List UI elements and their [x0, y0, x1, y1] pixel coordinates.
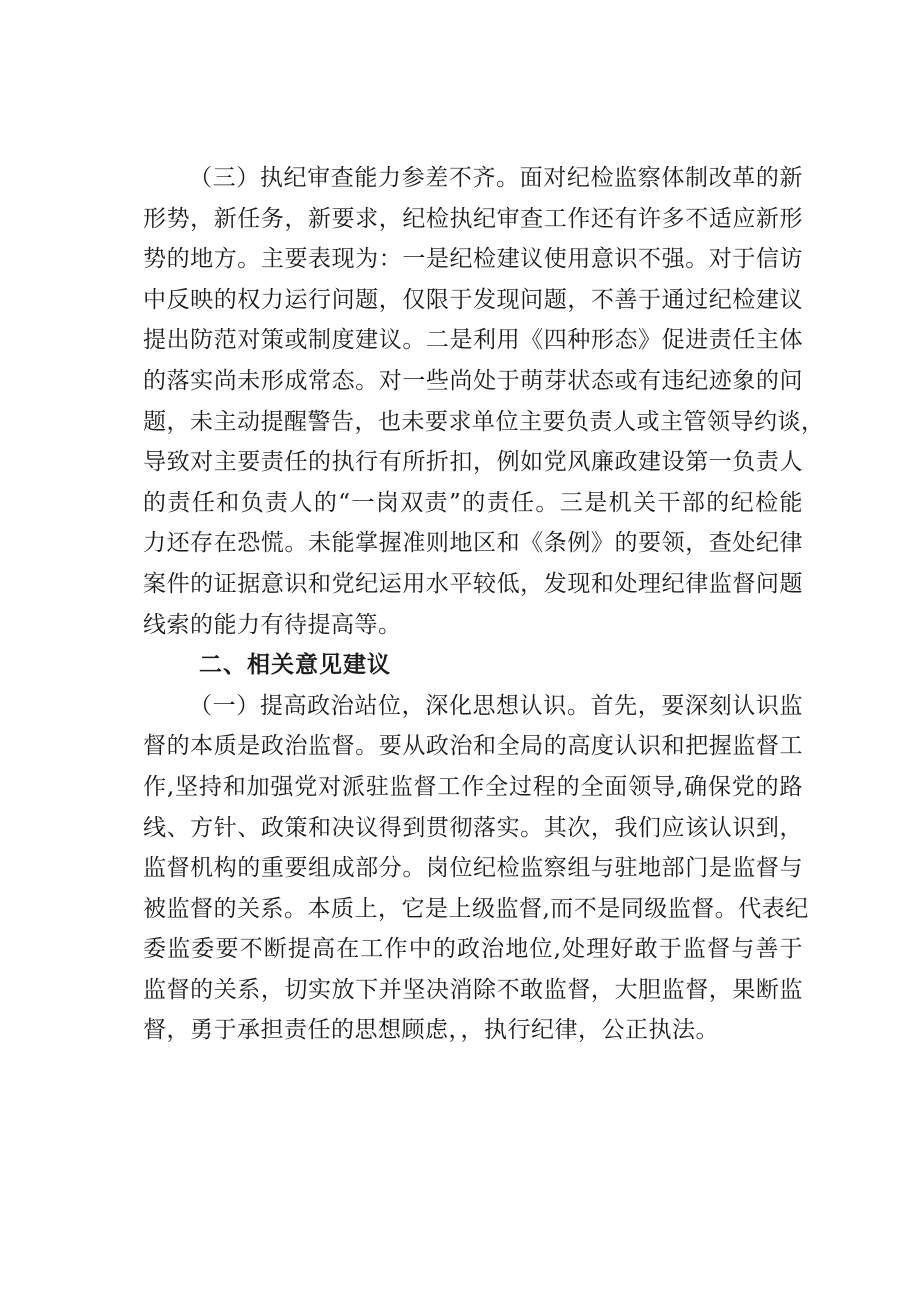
- paragraph-line: 中反映的权力运行问题，仅限于发现问题，不善于通过纪检建议: [143, 286, 803, 313]
- paragraph-line: 委监委要不断提高在工作中的政治地位,处理好敢于监督与善于: [143, 936, 803, 963]
- paragraph-line: 导致对主要责任的执行有所折扣，例如党风廉政建设第一负责人: [143, 449, 803, 476]
- paragraph-suggestion-1-political-standing: [143, 686, 809, 1051]
- paragraph-line: 力还存在恐慌。未能掌握准则地区和《条例》的要领，查处纪律: [143, 530, 803, 557]
- section-heading: 二、相关意见建议: [199, 652, 391, 679]
- paragraph-line: 形势，新任务，新要求，纪检执纪审查工作还有许多不适应新形: [143, 205, 803, 232]
- paragraph-line: 监督机构的重要组成部分。岗位纪检监察组与驻地部门是监督与: [143, 855, 803, 882]
- paragraph-line: 督的本质是政治监督。要从政治和全局的高度认识和把握监督工: [143, 733, 803, 760]
- paragraph-line: 线、方针、政策和决议得到贯彻落实。其次，我们应该认识到，: [143, 814, 803, 841]
- paragraph-line: 案件的证据意识和党纪运用水平较低，发现和处理纪律监督问题: [143, 570, 803, 597]
- paragraph-line: 线索的能力有待提高等。: [143, 611, 402, 638]
- paragraph-section-3-audit-capability: [143, 158, 825, 645]
- paragraph-line: 势的地方。主要表现为：一是纪检建议使用意识不强。对于信访: [143, 246, 803, 273]
- paragraph-line: 督，勇于承担责任的思想顾虑，，执行纪律，公正执法。: [143, 1017, 719, 1044]
- paragraph-line: 提出防范对策或制度建议。二是利用《四种形态》促进责任主体: [143, 327, 803, 354]
- paragraph-line: 的落实尚未形成常态。对一些尚处于萌芽状态或有违纪迹象的问: [143, 367, 803, 394]
- paragraph-line: 监督的关系，切实放下并坚决消除不敢监督，大胆监督，果断监: [143, 976, 803, 1003]
- paragraph-line: 被监督的关系。本质上，它是上级监督,而不是同级监督。代表纪: [143, 895, 809, 922]
- paragraph-line: （三）执纪审查能力参差不齐。面对纪检监察体制改革的新: [189, 165, 803, 191]
- paragraph-line: 的责任和负责人的“一岗双责”的责任。三是机关干部的纪检能: [143, 489, 803, 516]
- paragraph-line: 作,坚持和加强党对派驻监督工作全过程的全面领导,确保党的路: [143, 773, 803, 800]
- paragraph-line: （一）提高政治站位，深化思想认识。首先，要深刻认识监: [189, 692, 803, 719]
- paragraph-line: 题，未主动提醒警告，也未要求单位主要负责人或主管领导约谈，: [143, 408, 825, 435]
- document-body: [143, 158, 825, 1051]
